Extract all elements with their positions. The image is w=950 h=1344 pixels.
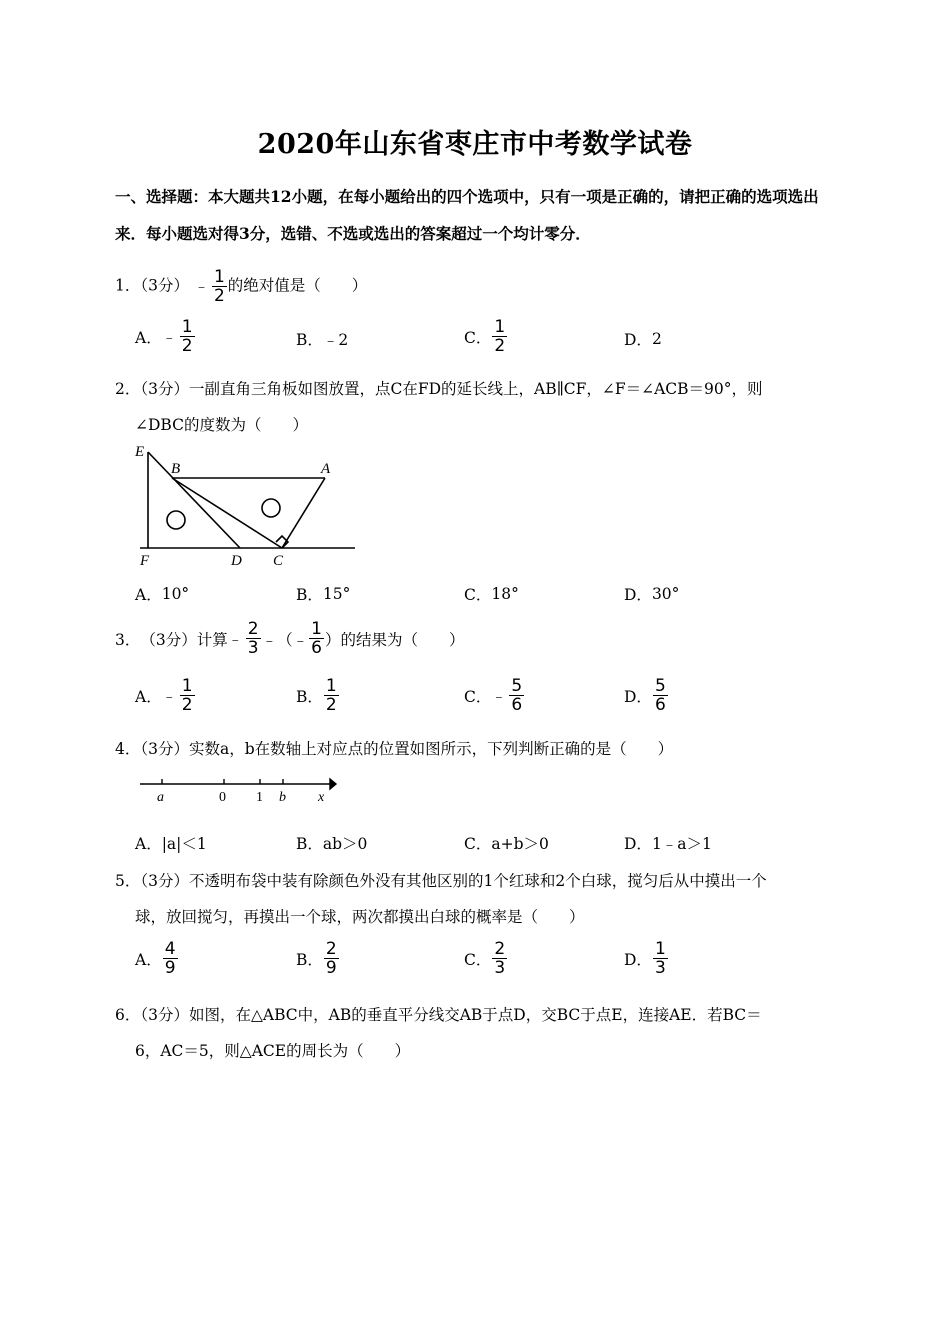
question-5-line-1: 5．（3分）不透明布袋中装有除颜色外没有其他区别的1个红球和2个白球，搅匀后从中摸出一个: [115, 872, 767, 890]
q2-option-b[interactable]: B． 15°: [296, 585, 351, 604]
axis-label-0: 0: [219, 790, 226, 805]
question-1: [115, 268, 367, 305]
q2-option-d[interactable]: D． 30°: [624, 585, 680, 604]
q1-fraction: [212, 268, 227, 305]
question-4: 4．（3分）实数a，b在数轴上对应点的位置如图所示，下列判断正确的是（ ）: [115, 740, 674, 758]
question-3: 3． （3分）计算 ﹣ $\frac{2}{3}$ ﹣（﹣ $\frac{1}{6}$ ）的结果为（ ）: [115, 619, 465, 658]
line-ED: [148, 452, 240, 548]
q5-option-a[interactable]: A． $\frac{4}{9}$: [135, 939, 176, 978]
q5-option-c[interactable]: C． $\frac{2}{3}$: [464, 939, 506, 978]
q3-option-d[interactable]: D． $\frac{5}{6}$: [624, 676, 666, 715]
q4-option-b[interactable]: B． ab＞0: [296, 835, 368, 853]
question-6-line-1: 6．（3分）如图，在△ABC中，AB的垂直平分线交AB于点D，交BC于点E，连接AE．若BC＝: [115, 1006, 762, 1024]
axis-label-x: x: [318, 790, 325, 805]
q2-option-a[interactable]: A． 10°: [135, 585, 190, 604]
q1-score: （3分）: [140, 276, 189, 295]
q3-option-a[interactable]: A． ﹣ $\frac{1}{2}$: [135, 676, 193, 715]
q5-option-d[interactable]: D． $\frac{1}{3}$: [624, 939, 666, 978]
axis-label-a: a: [157, 790, 164, 805]
question-5-line-2: 球，放回搅匀，再摸出一个球，两次都摸出白球的概率是（ ）: [135, 908, 585, 926]
q1-frac-den: 2: [213, 286, 225, 306]
q3-option-c[interactable]: C． ﹣ $\frac{5}{6}$: [464, 676, 523, 715]
q4-option-d[interactable]: D． 1﹣a＞1: [624, 835, 712, 853]
q1-number: 1．: [115, 276, 141, 295]
triangle-hole-left: [167, 511, 185, 529]
q2-triangle-figure: [130, 440, 360, 570]
q3-option-b[interactable]: B． $\frac{1}{2}$: [296, 676, 337, 715]
axis-label-1: 1: [256, 790, 263, 805]
label-E: E: [135, 444, 145, 460]
question-6-line-2: 6，AC＝5，则△ACE的周长为（ ）: [135, 1042, 411, 1060]
q5-option-b[interactable]: B． $\frac{2}{9}$: [296, 939, 337, 978]
triangle-hole-right: [262, 499, 280, 517]
label-A: A: [321, 461, 331, 477]
question-2-line-1: 2．（3分）一副直角三角板如图放置，点C在FD的延长线上，AB∥CF，∠F＝∠ACB＝90°，则: [115, 380, 763, 398]
line-BC: [172, 478, 282, 548]
section-heading: 一、选择题：本大题共12小题，在每小题给出的四个选项中，只有一项是正确的，请把正确的选项选出来．每小题选对得3分，选错、不选或选出的答案超过一个均计零分．: [115, 187, 819, 243]
q1-option-c[interactable]: C． $\frac{1}{2}$: [464, 317, 506, 356]
q2-option-c[interactable]: C． 18°: [464, 585, 519, 604]
q1-neg-sign: ﹣: [193, 276, 209, 295]
q1-option-d[interactable]: D． 2: [624, 330, 662, 349]
q4-option-c[interactable]: C． a+b＞0: [464, 835, 549, 853]
label-B: B: [171, 461, 181, 477]
q1-frac-num: 1: [213, 267, 225, 287]
label-D: D: [231, 553, 242, 569]
q1-text: 的绝对值是（ ）: [227, 276, 368, 295]
label-F: F: [140, 553, 150, 569]
page-title: 2020年山东省枣庄市中考数学试卷: [257, 129, 693, 160]
q1-option-a[interactable]: A． ﹣ $\frac{1}{2}$: [135, 317, 193, 356]
line-AC: [282, 478, 325, 548]
q1-option-b[interactable]: B． ﹣2: [296, 331, 349, 349]
label-C: C: [273, 553, 284, 569]
q4-number-line: [140, 772, 340, 807]
axis-label-b: b: [279, 790, 286, 805]
question-2-line-2: ∠DBC的度数为（ ）: [135, 416, 308, 434]
q4-option-a[interactable]: A． |a|＜1: [135, 835, 207, 853]
